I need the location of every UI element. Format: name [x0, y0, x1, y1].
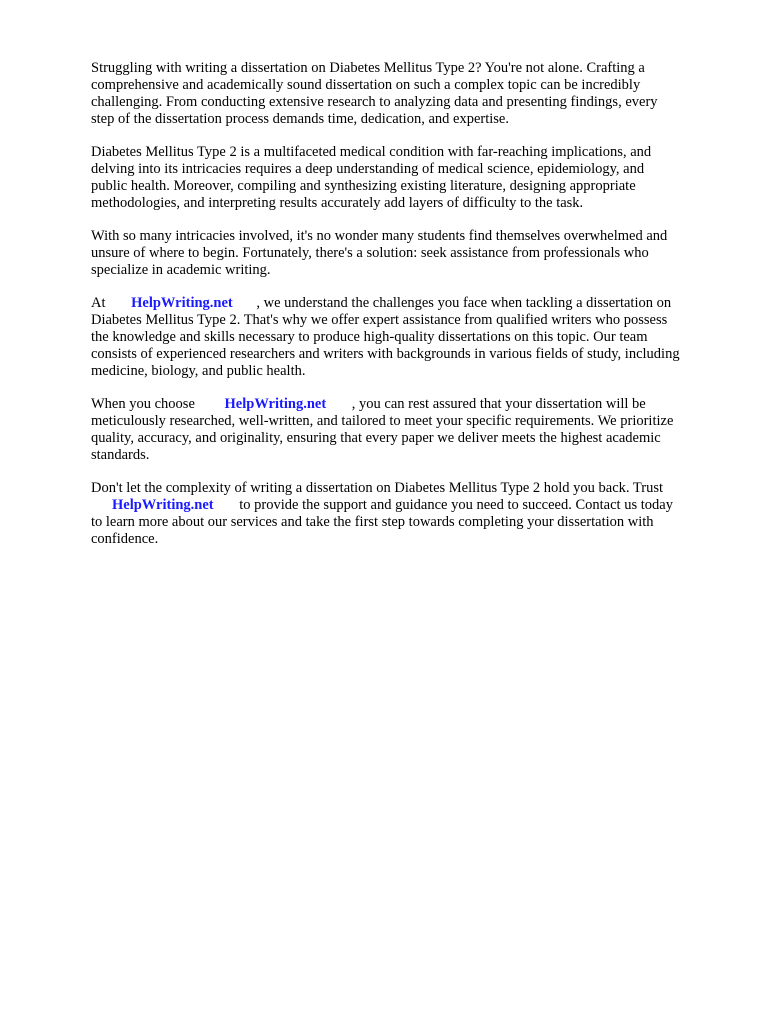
text-line: consists of experienced researchers and writers with backgrounds in various fields of study, including: [91, 346, 680, 362]
text-suffix: , we understand the challenges you face when tackling a dissertation on: [256, 295, 672, 311]
paragraph-solution: [91, 228, 731, 279]
paragraph-condition: [91, 144, 731, 212]
text-prefix: When you choose: [91, 396, 195, 412]
text-line: unsure of where to begin. Fortunately, there's a solution: seek assistance from professionals who: [91, 245, 649, 261]
text-line: Diabetes Mellitus Type 2. That's why we offer expert assistance from qualified writers who possess: [91, 312, 668, 328]
text-line: medicine, biology, and public health.: [91, 363, 306, 379]
helpwriting-link[interactable]: HelpWriting.net: [131, 295, 233, 311]
document-page: [91, 60, 731, 564]
helpwriting-link[interactable]: HelpWriting.net: [112, 497, 214, 513]
text-line: challenging. From conducting extensive research to analyzing data and presenting findings, every: [91, 94, 658, 110]
text-suffix: , you can rest assured that your dissertation will be: [351, 396, 646, 412]
text-line: quality, accuracy, and originality, ensuring that every paper we deliver meets the highest academic: [91, 430, 661, 446]
text-line: the knowledge and skills necessary to produce high-quality dissertations on this topic. Our team: [91, 329, 648, 345]
text-line: specialize in academic writing.: [91, 262, 271, 278]
text-line: to learn more about our services and take the first step towards completing your dissertation with: [91, 514, 654, 530]
text-line: confidence.: [91, 531, 159, 547]
text-line: comprehensive and academically sound dissertation on such a complex topic can be incredibly: [91, 77, 641, 93]
text-line: step of the dissertation process demands time, dedication, and expertise.: [91, 111, 509, 127]
text-line: [91, 295, 731, 312]
text-suffix: to provide the support and guidance you need to succeed. Contact us today: [239, 497, 673, 513]
text-line: delving into its intricacies requires a deep understanding of medical science, epidemiology, and: [91, 161, 645, 177]
paragraph-intro: [91, 60, 731, 128]
text-line: [91, 396, 731, 413]
text-line: methodologies, and interpreting results accurately add layers of difficulty to the task.: [91, 195, 584, 211]
paragraph-choose: [91, 396, 731, 464]
paragraph-call-to-action: [91, 480, 731, 548]
text-line: Struggling with writing a dissertation on Diabetes Mellitus Type 2? You're not alone. Crafting a: [91, 60, 645, 76]
helpwriting-link[interactable]: HelpWriting.net: [224, 396, 327, 412]
text-line: public health. Moreover, compiling and synthesizing existing literature, designing appropriate: [91, 178, 636, 194]
paragraph-about-service: [91, 295, 731, 380]
text-line: meticulously researched, well-written, and tailored to meet your specific requirements. We prioritize: [91, 413, 674, 429]
text-prefix: At: [91, 295, 106, 311]
text-line: standards.: [91, 447, 150, 463]
text-line: Don't let the complexity of writing a dissertation on Diabetes Mellitus Type 2 hold you back. Trust: [91, 480, 663, 496]
text-line: Diabetes Mellitus Type 2 is a multifaceted medical condition with far-reaching implications, and: [91, 144, 652, 160]
text-line: [91, 497, 731, 514]
text-line: With so many intricacies involved, it's no wonder many students find themselves overwhelmed and: [91, 228, 668, 244]
